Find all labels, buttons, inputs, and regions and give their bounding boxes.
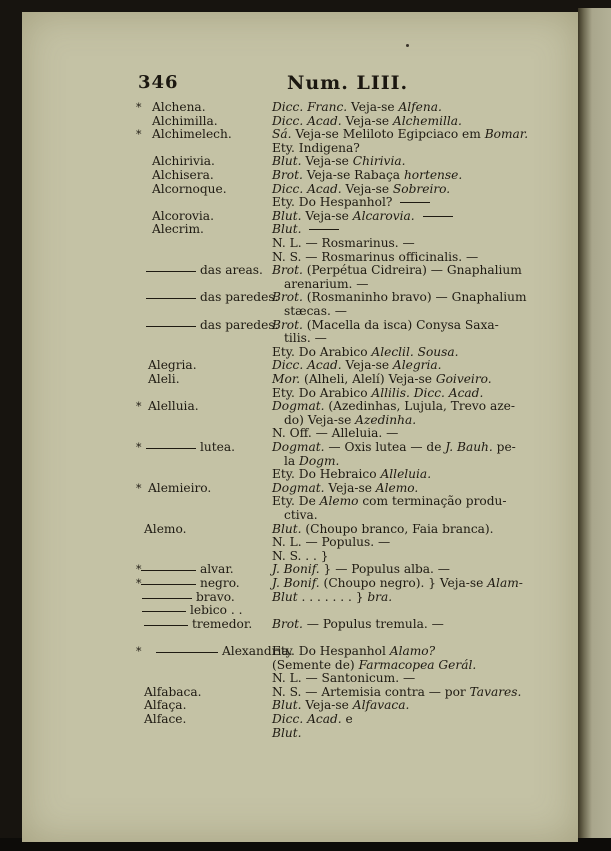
reference-line	[272, 427, 398, 441]
reference-text: Veja-se Rabaça	[302, 168, 404, 182]
reference-line	[272, 305, 347, 319]
headword-text: Alegria.	[148, 358, 197, 373]
headword-entry	[120, 713, 275, 727]
reference-text: Ety. Do Arabico	[272, 344, 372, 359]
headword-text: Alchisera.	[152, 168, 214, 182]
reference-text: Veja-se	[301, 208, 353, 223]
headword-text: Aleli.	[148, 372, 180, 386]
asterisk-mark: *	[136, 128, 142, 142]
headword-entry	[120, 359, 275, 373]
reference-text: (Rosmaninho bravo) — Gnaphalium	[302, 290, 527, 305]
reference-line	[272, 727, 301, 741]
reference-text: Ety. Do Hebraico	[272, 467, 381, 482]
italic-term: Alchemilla.	[392, 113, 462, 128]
reference-line	[272, 509, 318, 523]
ditto-dash	[146, 326, 196, 327]
reference-line	[272, 115, 462, 129]
ditto-dash	[144, 625, 188, 626]
reference-text: Veja-se	[341, 113, 393, 128]
italic-term: Farmacopea Gerál.	[358, 657, 477, 672]
source-abbreviation: Dogmat.	[272, 480, 325, 495]
headword-text: Alfaça.	[144, 698, 187, 713]
reference-text: Ety. Do Arabico	[272, 385, 372, 400]
source-abbreviation: Blut	[272, 589, 298, 604]
reference-line	[272, 291, 527, 305]
source-abbreviation: Sá.	[272, 127, 292, 142]
headword-entry	[120, 169, 275, 183]
reference-line	[272, 455, 339, 469]
headword-entry	[120, 400, 275, 414]
reference-line	[272, 536, 390, 550]
headword-entry	[120, 223, 275, 237]
reference-line	[272, 495, 507, 509]
reference-line	[272, 659, 476, 673]
reference-line	[272, 155, 406, 169]
ditto-dash	[146, 271, 196, 272]
reference-text: Veja-se	[301, 154, 353, 169]
reference-line	[272, 142, 360, 156]
reference-text: arenarium. —	[284, 276, 369, 291]
source-abbreviation: Dicc. Franc.	[272, 100, 348, 114]
headword-text: alvar.	[200, 562, 234, 577]
reference-line	[272, 441, 516, 455]
reference-line	[272, 278, 369, 292]
headword-entry	[120, 101, 275, 115]
reference-line	[272, 645, 435, 659]
italic-term: Bomar.	[484, 127, 529, 142]
reference-tail: pe-	[492, 440, 516, 454]
reference-line	[272, 101, 442, 115]
reference-line	[272, 319, 499, 333]
reference-line	[272, 251, 478, 265]
headword-entry	[120, 699, 275, 713]
asterisk-mark: *	[136, 441, 142, 454]
speck	[406, 44, 409, 47]
reference-text: . . . . . . . }	[297, 589, 368, 604]
reference-text: Veja-se	[341, 181, 393, 196]
adjacent-page-edge	[578, 8, 611, 851]
source-abbreviation: Blut.	[272, 725, 302, 740]
reference-line	[272, 346, 459, 360]
headword-entry	[120, 686, 275, 700]
reference-line	[272, 387, 483, 401]
reference-line	[272, 169, 462, 183]
reference-text: N. S. — Rosmarinus officinalis. —	[272, 249, 479, 264]
headword-entry	[120, 618, 275, 632]
headword-text: das paredes.	[200, 290, 279, 305]
headword-entry	[120, 373, 275, 387]
reference-line	[272, 618, 444, 632]
reference-line	[272, 223, 339, 237]
reference-line	[272, 699, 409, 713]
reference-line	[272, 468, 431, 482]
reference-line	[272, 414, 416, 428]
asterisk-mark: *	[136, 101, 142, 114]
italic-term: Alcarovia.	[352, 208, 415, 223]
source-abbreviation: Blut.	[272, 698, 302, 713]
headword-text: Alecrim.	[152, 222, 204, 237]
reference-text: N. S. — Artemisia contra — por	[272, 684, 470, 699]
trailing-rule	[423, 216, 453, 217]
reference-text: N. L. — Santonicum. —	[272, 671, 416, 686]
reference-text: do) Veja-se	[284, 412, 356, 427]
reference-line	[272, 563, 450, 577]
ditto-dash	[146, 448, 196, 449]
reference-text: stæcas. —	[284, 304, 347, 318]
source-abbreviation: Dogmat.	[272, 399, 325, 414]
italic-term: Alleluia.	[380, 467, 432, 482]
reference-line	[272, 183, 450, 197]
headword-entry	[120, 604, 275, 618]
source-abbreviation: Dicc. Acad.	[272, 113, 342, 128]
headword-entry	[120, 441, 275, 455]
headword-text: bravo.	[196, 589, 235, 604]
reference-text: (Perpétua Cidreira) — Gnaphalium	[302, 263, 522, 278]
italic-term: Alfena.	[398, 100, 442, 114]
italic-term: bra.	[367, 589, 393, 604]
reference-line	[272, 591, 392, 605]
reference-line	[272, 686, 521, 700]
headword-text: Alchimelech.	[152, 127, 232, 142]
headword-entry	[120, 591, 275, 605]
reference-text: (Choupo branco, Faia branca).	[301, 521, 494, 536]
italic-term: Azedinha.	[355, 412, 417, 427]
italic-term: hortense.	[403, 168, 463, 182]
reference-text: ctiva.	[284, 508, 318, 522]
headword-text: lebico . .	[190, 603, 243, 618]
headword-entry	[120, 577, 275, 591]
asterisk-mark: *	[136, 645, 142, 658]
ditto-dash	[141, 570, 196, 571]
reference-line	[272, 332, 327, 346]
italic-term: Chirivia.	[352, 154, 406, 169]
reference-text: } — Populus alba. —	[319, 562, 450, 577]
headword-entry	[120, 563, 275, 577]
reference-line	[272, 577, 523, 591]
headword-text: Alcornoque.	[152, 181, 227, 196]
page-number: 346	[138, 72, 179, 93]
headword-text: Alface.	[144, 712, 187, 726]
headword-text: Alchena.	[152, 100, 206, 114]
reference-line	[272, 523, 494, 537]
reference-text: e	[341, 712, 353, 726]
reference-line	[272, 713, 353, 727]
asterisk-mark: *	[136, 400, 142, 414]
reference-text: — Oxis lutea — de	[324, 440, 446, 454]
reference-line	[272, 210, 453, 224]
reference-line	[272, 482, 418, 496]
source-abbreviation: Dicc. Acad.	[272, 181, 342, 196]
reference-line	[272, 550, 329, 564]
reference-text: Ety. Indigena?	[272, 140, 360, 155]
ditto-dash	[146, 298, 196, 299]
asterisk-mark: *	[136, 577, 142, 590]
reference-line	[272, 672, 415, 686]
reference-line	[272, 373, 492, 387]
italic-term: Alam-	[487, 576, 523, 590]
reference-text: la	[284, 453, 300, 468]
italic-term: Sobreiro.	[392, 181, 451, 196]
italic-term: Goiveiro.	[435, 372, 492, 386]
italic-term: Alamo?	[389, 644, 436, 658]
headword-entry	[120, 317, 279, 333]
reference-line	[272, 128, 528, 142]
ditto-dash	[156, 652, 218, 653]
reference-text: N. Off. — Alleluia. —	[272, 426, 399, 441]
source-abbreviation: Mor.	[272, 372, 301, 386]
italic-term: Aleclil. Sousa.	[371, 344, 459, 359]
source-abbreviation: Blut.	[272, 154, 302, 169]
headword-text: Alexandria.	[222, 644, 293, 658]
headword-entry	[120, 523, 275, 537]
source-abbreviation: Brot.	[272, 263, 303, 278]
headword-text: Alchimilla.	[152, 113, 218, 128]
source-abbreviation: Dogmat.	[272, 440, 325, 454]
source-abbreviation: Dicc. Acad.	[272, 358, 342, 373]
page-title: Num. LIII.	[287, 72, 409, 94]
reference-text: (Azedinhas, Lujula, Trevo aze-	[324, 399, 516, 414]
italic-term: Alfavaca.	[352, 698, 410, 713]
source-abbreviation: J. Bonif.	[272, 576, 320, 590]
reference-text: — Populus tremula. —	[302, 616, 444, 631]
reference-text: Veja-se	[324, 480, 376, 495]
headword-entry	[120, 128, 275, 142]
asterisk-mark: *	[136, 563, 142, 577]
italic-term: Tavares.	[469, 684, 522, 699]
source-abbreviation: Dicc. Acad.	[272, 712, 342, 726]
source-abbreviation: J. Bonif.	[272, 562, 320, 577]
source-abbreviation: Blut.	[272, 222, 302, 237]
source-abbreviation: Brot.	[272, 616, 303, 631]
trailing-rule	[400, 202, 430, 203]
headword-entry	[120, 183, 275, 197]
reference-text: Veja-se	[347, 100, 399, 114]
reference-text: Veja-se Meliloto Egipciaco em	[291, 127, 485, 142]
reference-text: (Choupo negro). } Veja-se	[319, 576, 488, 590]
reference-text: tilis. —	[284, 331, 327, 346]
italic-term: Alemo.	[375, 480, 419, 495]
headword-entry	[120, 264, 275, 278]
headword-text: Alelluia.	[148, 399, 199, 414]
headword-text: Alemo.	[144, 521, 187, 536]
italic-term: Dogm.	[299, 453, 340, 468]
italic-term: Alegria.	[392, 358, 442, 373]
italic-term: Allilis. Dicc. Acad.	[371, 385, 484, 400]
headword-text: Alchirivia.	[152, 154, 215, 169]
headword-entry	[120, 290, 279, 305]
reference-line	[272, 196, 430, 210]
reference-line	[272, 400, 515, 414]
reference-text: Ety. Do Hespanhol?	[272, 195, 393, 210]
ditto-dash	[141, 584, 196, 585]
reference-text: (Macella da isca) Conysa Saxa-	[302, 317, 499, 332]
reference-line	[272, 264, 522, 278]
headword-text: das areas.	[200, 263, 263, 278]
trailing-rule	[309, 229, 339, 230]
headword-entry	[120, 155, 275, 169]
source-abbreviation: Brot.	[272, 290, 303, 305]
reference-text: N. L. — Rosmarinus. —	[272, 236, 415, 250]
headword-text: Alcorovia.	[152, 208, 214, 223]
italic-term: Alemo	[319, 494, 359, 509]
reference-text: Ety. Do Hespanhol	[272, 644, 390, 658]
headword-entry	[120, 482, 275, 496]
source-abbreviation: Blut.	[272, 521, 302, 536]
reference-line	[272, 237, 415, 251]
italic-term: J. Bauh.	[445, 440, 493, 454]
ditto-dash	[142, 611, 186, 612]
source-abbreviation: Brot.	[272, 168, 303, 182]
reference-text: Veja-se	[341, 358, 393, 373]
headword-text: Alfabaca.	[144, 684, 202, 699]
reference-text: (Semente de)	[272, 657, 359, 672]
headword-text: tremedor.	[192, 616, 253, 631]
asterisk-mark: *	[136, 481, 142, 495]
reference-text: Ety. De	[272, 494, 320, 509]
headword-text: Alemieiro.	[148, 480, 212, 495]
reference-line	[272, 359, 442, 373]
headword-text: lutea.	[200, 440, 235, 454]
headword-text: negro.	[200, 576, 240, 590]
source-abbreviation: Brot.	[272, 317, 303, 332]
headword-text: das paredes.	[200, 317, 279, 332]
reference-tail: com terminação produ-	[358, 494, 507, 509]
headword-entry	[120, 644, 293, 659]
ditto-dash	[142, 598, 192, 599]
headword-entry	[120, 115, 275, 129]
reference-text: Veja-se	[301, 698, 353, 713]
headword-entry	[120, 210, 275, 224]
reference-text: (Alheli, Alelí) Veja-se	[300, 372, 436, 386]
source-abbreviation: Blut.	[272, 208, 302, 223]
reference-text: N. S. . . }	[272, 548, 329, 563]
reference-text: N. L. — Populus. —	[272, 535, 391, 550]
